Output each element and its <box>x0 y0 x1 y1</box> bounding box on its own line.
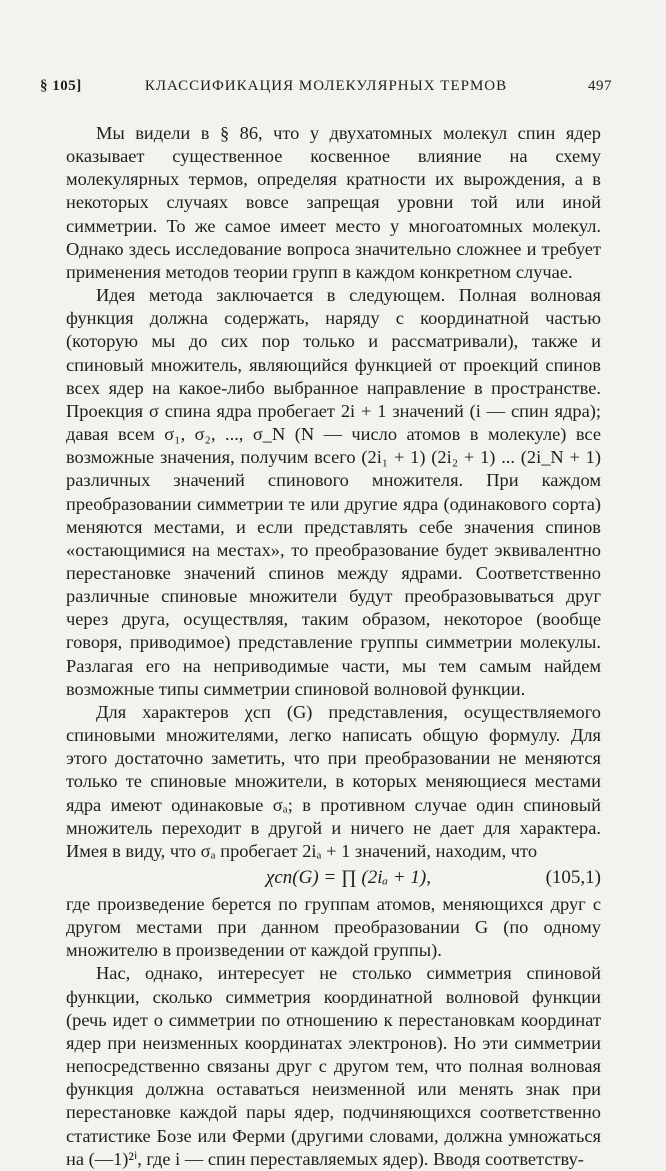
section-reference: § 105] <box>40 78 82 94</box>
paragraph-5: Нас, однако, интересует не столько симметрия спиновой функции, сколько симметрия координатной волновой функции (речь идет о симметрии по отношению к перестановкам координат ядер при неизменных координатах электронов). Но эти симметрии непосредственно связаны друг с другом тем, что полная волновая функция должна оставаться неизменной или менять знак при перестановке каждой пары ядер, подчиняющихся соответственно статистике Бозе или Ферми (другими словами, должна умножаться на (—1)²ⁱ, где i — спин переставляемых ядер). Вводя соответству- <box>66 963 601 1169</box>
paragraph-4: где произведение берется по группам атомов, меняющихся друг с другом местами при данном преобразовании G (по одному множителю в произведении от каждой группы). <box>66 894 601 961</box>
page-number: 497 <box>588 78 612 94</box>
paragraph-3: Для характеров χсп (G) представления, осуществляемого спиновыми множителями, легко написать общую формулу. Для этого достаточно заметить, что при преобразовании не меняются только те спиновые множители, в которых меняющиеся местами ядра имеют одинаковые σₐ; в противном случае один спиновый множитель переходит в другой и ничего не дает для характера. Имея в виду, что σₐ пробегает 2iₐ + 1 значений, находим, что <box>66 701 601 861</box>
chapter-title: КЛАССИФИКАЦИЯ МОЛЕКУЛЯРНЫХ ТЕРМОВ <box>144 78 508 94</box>
equation-number: (105,1) <box>545 867 601 888</box>
equation-expression: χсп(G) = ∏ (2iₐ + 1), <box>266 867 431 888</box>
page-body <box>66 122 601 1171</box>
equation-105-1 <box>66 864 601 892</box>
paragraph-1: Мы видели в § 86, что у двухатомных молекул спин ядер оказывает существенное косвенное влияние на схему молекулярных термов, определяя кратности их вырождения, а в некоторых случаях вовсе запрещая уровни той или иной симметрии. То же самое имеет место у многоатомных молекул. Однако здесь исследование вопроса значительно сложнее и требует применения методов теории групп в каждом конкретном случае. <box>66 123 601 282</box>
running-header <box>40 78 612 102</box>
paragraph-2: Идея метода заключается в следующем. Полная волновая функция должна содержать, наряду с координатной частью (которую мы до сих пор только и рассматривали), также и спиновый множитель, являющийся функцией от проекций спинов всех ядер на какое-либо выбранное направление в пространстве. Проекция σ спина ядра пробегает 2i + 1 значений (i — спин ядра); давая всем σ₁, σ₂, ..., σ_N (N — число атомов в молекуле) все возможные значения, получим всего (2i₁ + 1) (2i₂ + 1) ... (2i_N + 1) различных значений спинового множителя. При каждом преобразовании симметрии те или другие ядра (одинакового сорта) меняются местами, и если представлять себе значения спинов «остающимися на местах», то преобразование будет эквивалентно перестановке значений спинов между ядрами. Соответственно различные спиновые множители будут преобразовываться друг через друга, осуществляя, таким образом, некоторое (вообще говоря, приводимое) представление группы симметрии молекулы. Разлагая его на неприводимые части, мы тем самым найдем возможные типы симметрии спиновой волновой функции. <box>66 285 601 699</box>
